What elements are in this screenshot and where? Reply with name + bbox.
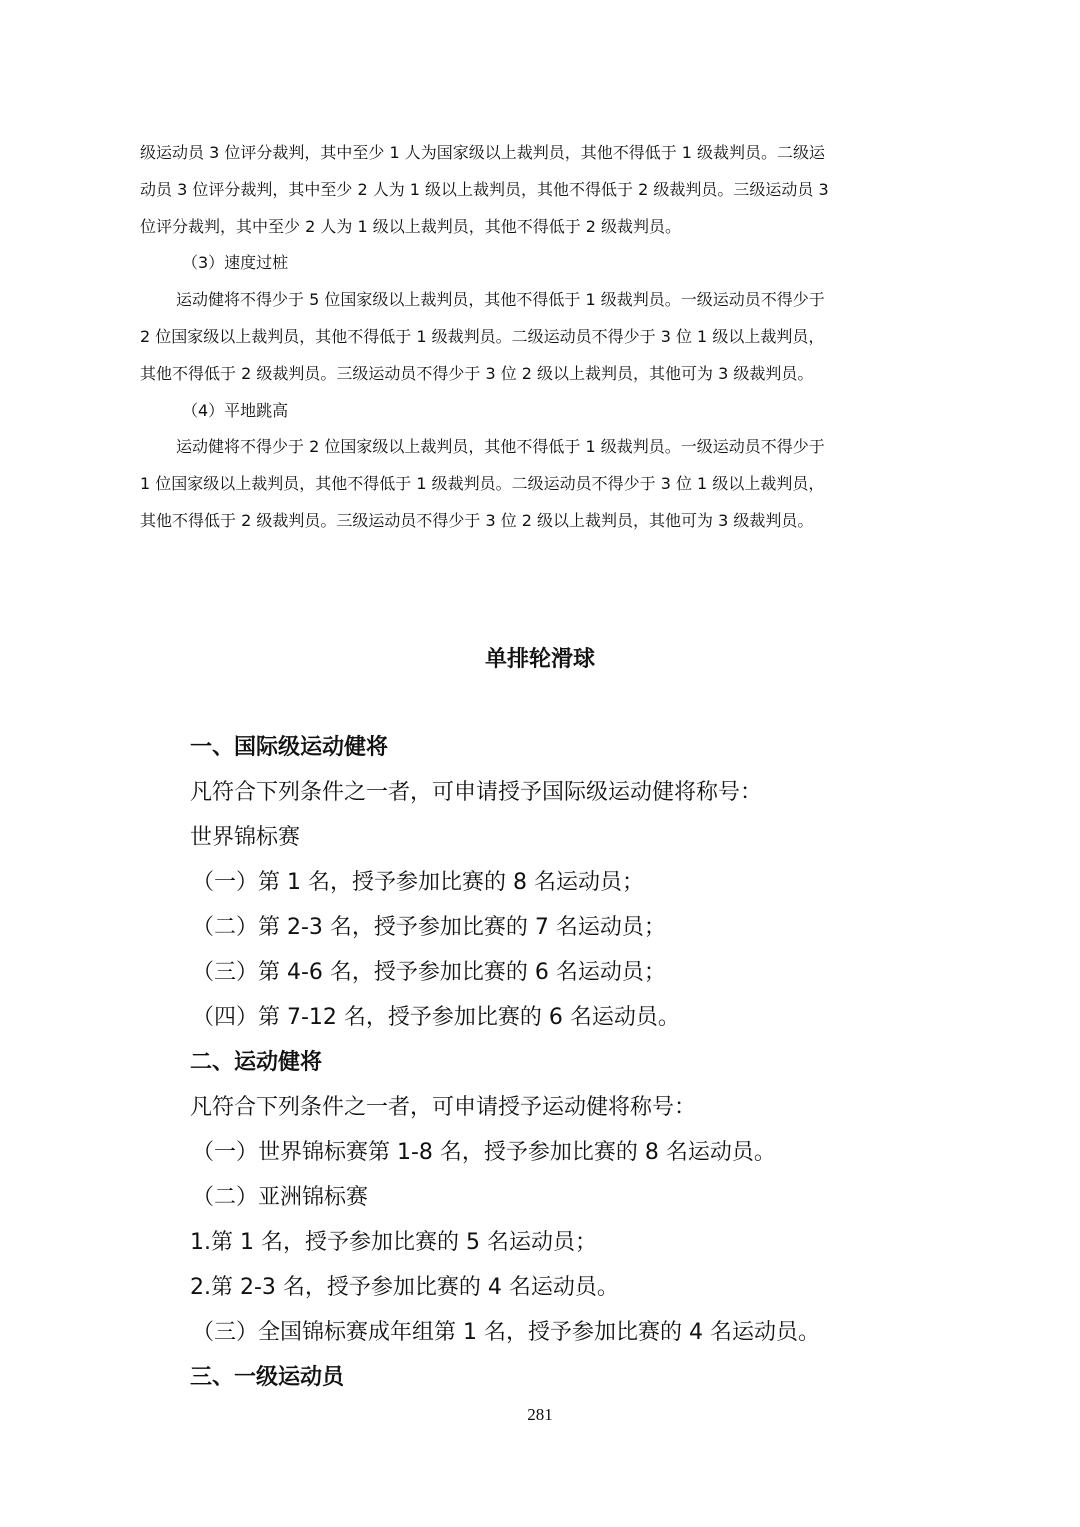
- list-item: （三）第 4-6 名，授予参加比赛的 6 名运动员；: [192, 960, 666, 985]
- body-line: 位评分裁判，其中至少 2 人为 1 级以上裁判员，其他不得低于 2 级裁判员。: [140, 216, 682, 236]
- body-line: 运动健将不得少于 2 位国家级以上裁判员，其他不得低于 1 级裁判员。一级运动员不得少于: [176, 437, 825, 457]
- page-number: 281: [527, 1405, 553, 1424]
- body-line: 级运动员 3 位评分裁判，其中至少 1 人为国家级以上裁判员，其他不得低于 1 级裁判员。二级运: [140, 143, 826, 162]
- list-item: （二）第 2-3 名，授予参加比赛的 7 名运动员；: [192, 915, 666, 940]
- list-item: （四）第 7-12 名，授予参加比赛的 6 名运动员。: [192, 1005, 680, 1030]
- body-line: 1 位国家级以上裁判员，其他不得低于 1 级裁判员。二级运动员不得少于 3 位 1 级以上裁判员，: [140, 474, 825, 494]
- body-line: 2 位国家级以上裁判员，其他不得低于 1 级裁判员。二级运动员不得少于 3 位 1 级以上裁判员，: [140, 326, 825, 346]
- heading-first-class: 三、一级运动员: [190, 1365, 345, 1390]
- list-item: （二）亚洲锦标赛: [192, 1185, 369, 1210]
- intro-line: 凡符合下列条件之一者，可申请授予运动健将称号：: [190, 1095, 697, 1120]
- list-item: （三）全国锦标赛成年组第 1 名，授予参加比赛的 4 名运动员。: [192, 1320, 820, 1345]
- subsection-heading-flat-high-jump: （4）平地跳高: [182, 400, 289, 420]
- body-line: 其他不得低于 2 级裁判员。三级运动员不得少于 3 位 2 级以上裁判员，其他可为 3 级裁判员。: [140, 363, 814, 383]
- list-item: （一）第 1 名，授予参加比赛的 8 名运动员；: [192, 870, 644, 895]
- subsection-heading-speed-slalom: （3）速度过桩: [182, 253, 289, 273]
- heading-master: 二、运动健将: [190, 1050, 323, 1075]
- heading-international-master: 一、国际级运动健将: [190, 735, 389, 760]
- body-line: 动员 3 位评分裁判，其中至少 2 人为 1 级以上裁判员，其他不得低于 2 级裁判员。三级运动员 3: [140, 179, 829, 199]
- list-item: （一）世界锦标赛第 1-8 名，授予参加比赛的 8 名运动员。: [192, 1140, 776, 1165]
- continued-referee-requirements: [140, 135, 950, 540]
- sub-list-item: 2.第 2-3 名，授予参加比赛的 4 名运动员。: [190, 1275, 619, 1300]
- section-title: 单排轮滑球: [484, 647, 595, 672]
- inline-roller-hockey-standards: [190, 725, 910, 1400]
- body-line: 其他不得低于 2 级裁判员。三级运动员不得少于 3 位 2 级以上裁判员，其他可为 3 级裁判员。: [140, 510, 814, 530]
- body-line: 运动健将不得少于 5 位国家级以上裁判员，其他不得低于 1 级裁判员。一级运动员不得少于: [176, 290, 825, 310]
- intro-line: 凡符合下列条件之一者，可申请授予国际级运动健将称号：: [190, 780, 763, 805]
- event-name: 世界锦标赛: [190, 825, 301, 850]
- sub-list-item: 1.第 1 名，授予参加比赛的 5 名运动员；: [190, 1230, 597, 1255]
